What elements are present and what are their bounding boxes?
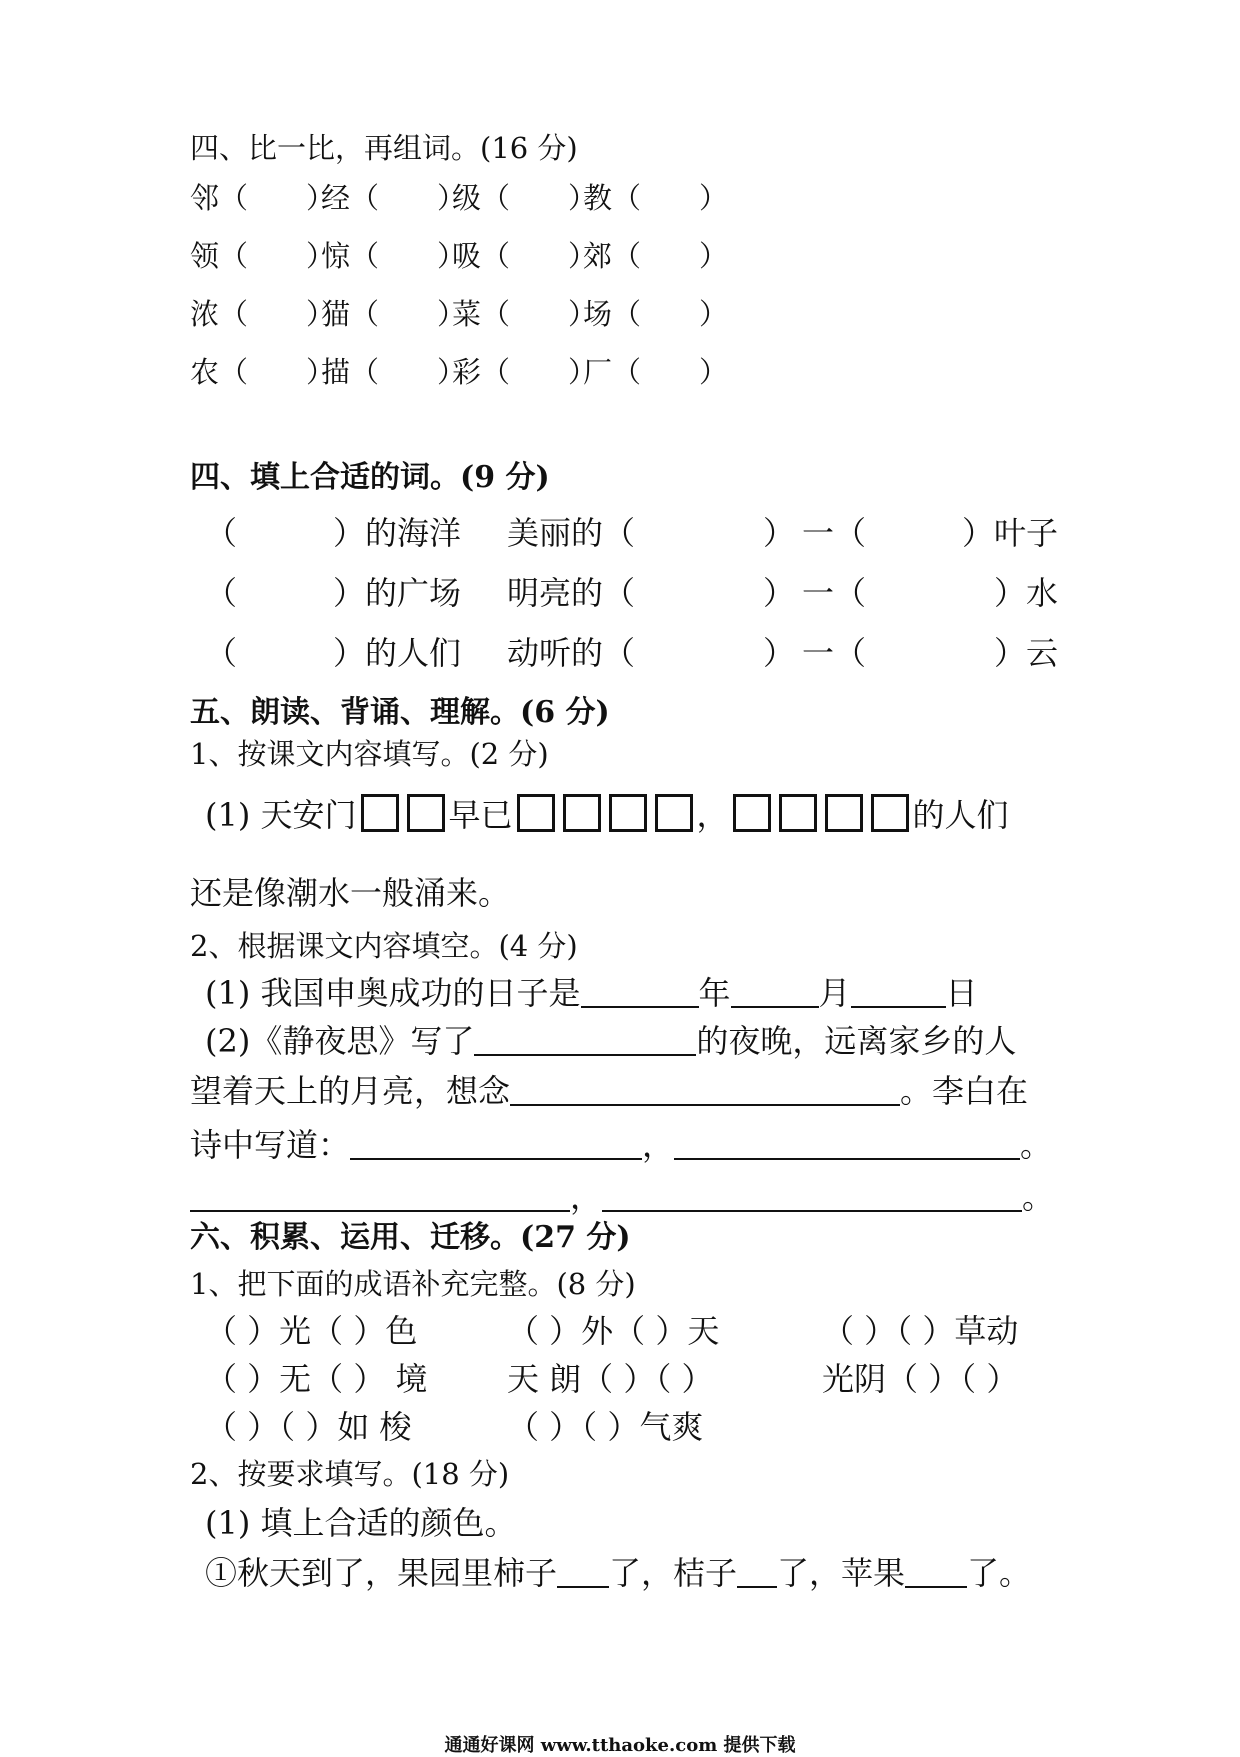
compare-item: 浓（ ）: [190, 297, 336, 331]
blank-color-3[interactable]: [905, 1556, 967, 1588]
compare-row-1: [190, 176, 729, 217]
q1-suffix: 的人们: [912, 796, 1009, 834]
color-item-d: 了。: [967, 1554, 1032, 1592]
section-4b-heading: 四、填上合适的词。(9 分): [190, 460, 550, 495]
section-5-heading: 五、朗读、背诵、理解。(6 分): [190, 695, 610, 730]
section-4a-heading: 四、比一比，再组词。(16 分): [190, 131, 578, 165]
q2-comma-2: ，: [570, 1178, 603, 1216]
blank-miss[interactable]: [510, 1074, 900, 1106]
answer-box[interactable]: [779, 794, 817, 832]
idiom-row-3: [205, 1402, 822, 1448]
word-fill-item: 美丽的（ ）: [507, 514, 796, 552]
idiom-item: （ ）（ ）如 梭: [205, 1408, 412, 1446]
compare-item: 级（ ）: [452, 181, 598, 215]
blank-poem-2[interactable]: [674, 1128, 1020, 1160]
q2-comma: ，: [642, 1126, 675, 1164]
word-fill-item: 一（ ）云: [802, 634, 1059, 672]
compare-item: 邻（ ）: [190, 181, 336, 215]
answer-box[interactable]: [655, 794, 693, 832]
blank-poem-1[interactable]: [350, 1128, 642, 1160]
word-fill-row-3: [205, 628, 1058, 674]
q1-prefix: (1) 天安门: [205, 796, 357, 834]
q2-l3-suffix: 。李白在: [900, 1072, 1029, 1110]
answer-box[interactable]: [825, 794, 863, 832]
blank-color-1[interactable]: [557, 1556, 609, 1588]
blank-month[interactable]: [731, 976, 819, 1008]
sec5-q2-line2: [205, 1016, 1016, 1062]
sec6-q2-title: 2、按要求填写。(18 分): [190, 1457, 510, 1491]
sec6-q2-item1: [205, 1548, 1031, 1594]
idiom-item: （ ）外（ ）天: [507, 1312, 720, 1350]
answer-box[interactable]: [517, 794, 555, 832]
answer-box[interactable]: [733, 794, 771, 832]
blank-day[interactable]: [851, 976, 946, 1008]
compare-item: 农（ ）: [190, 355, 336, 389]
q2-day: 日: [945, 974, 978, 1012]
idiom-item: 光阴（ ）（ ）: [822, 1360, 1019, 1398]
idiom-item: （ ）（ ）草动: [822, 1312, 1019, 1350]
blank-night[interactable]: [474, 1024, 696, 1056]
word-fill-row-2: [205, 568, 1058, 614]
compare-item: 经（ ）: [321, 181, 467, 215]
idiom-item: （ ）光（ ）色: [205, 1312, 418, 1350]
compare-item: 教（ ）: [583, 181, 729, 215]
sec5-q1-line2: 还是像潮水一般涌来。: [190, 874, 511, 912]
compare-item: 厂（ ）: [583, 355, 729, 389]
compare-item: 彩（ ）: [452, 355, 598, 389]
sec5-q1-line1: [205, 790, 1009, 836]
blank-color-2[interactable]: [737, 1556, 777, 1588]
word-fill-item: 动听的（ ）: [507, 634, 796, 672]
blank-poem-4[interactable]: [602, 1180, 1022, 1212]
q2-period: 。: [1020, 1126, 1053, 1164]
q2-l2-prefix: (2)《静夜思》写了: [205, 1022, 475, 1060]
sec6-q2-sub1: (1) 填上合适的颜色。: [205, 1504, 517, 1542]
answer-box[interactable]: [871, 794, 909, 832]
q2-l3-prefix: 望着天上的月亮，想念: [190, 1072, 511, 1110]
compare-row-4: [190, 350, 729, 391]
compare-item: 领（ ）: [190, 239, 336, 273]
idiom-item: （ ）（ ）气爽: [507, 1408, 704, 1446]
sec5-q1-title: 1、按课文内容填写。(2 分): [190, 737, 549, 771]
compare-row-2: [190, 234, 729, 275]
word-fill-item: （ ）的人们: [205, 634, 462, 672]
blank-year[interactable]: [581, 976, 699, 1008]
answer-box[interactable]: [407, 794, 445, 832]
q2-l2-suffix: 的夜晚，远离家乡的人: [696, 1022, 1017, 1060]
compare-item: 惊（ ）: [321, 239, 467, 273]
compare-row-3: [190, 292, 729, 333]
compare-item: 菜（ ）: [452, 297, 598, 331]
sec5-q2-line1: [205, 968, 978, 1014]
word-fill-item: 一（ ）叶子: [802, 514, 1059, 552]
compare-item: 郊（ ）: [583, 239, 729, 273]
blank-poem-3[interactable]: [190, 1180, 570, 1212]
q2-l4-prefix: 诗中写道：: [190, 1126, 351, 1164]
idiom-item: （ ）无（ ） 境: [205, 1360, 428, 1398]
q2-l1-prefix: (1) 我国申奥成功的日子是: [205, 974, 581, 1012]
idiom-row-2: [205, 1354, 1018, 1400]
q2-period-2: 。: [1022, 1178, 1055, 1216]
sec5-q2-line4: [190, 1120, 1052, 1166]
answer-box[interactable]: [609, 794, 647, 832]
section-6-heading: 六、积累、运用、迁移。(27 分): [190, 1220, 631, 1255]
color-item-b: 了，桔子: [609, 1554, 738, 1592]
answer-box[interactable]: [563, 794, 601, 832]
color-item-c: 了，苹果: [777, 1554, 906, 1592]
compare-item: 场（ ）: [583, 297, 729, 331]
q2-year: 年: [698, 974, 731, 1012]
word-fill-item: 一（ ）水: [802, 574, 1059, 612]
sec5-q2-line3: [190, 1066, 1028, 1112]
word-fill-row-1: [205, 508, 1058, 554]
q1-mid: 早已: [448, 796, 513, 834]
idiom-item: 天 朗（ ）（ ）: [507, 1360, 714, 1398]
idiom-row-1: [205, 1306, 1018, 1352]
word-fill-item: 明亮的（ ）: [507, 574, 796, 612]
answer-box[interactable]: [361, 794, 399, 832]
compare-item: 吸（ ）: [452, 239, 598, 273]
q1-comma: ，: [696, 796, 729, 834]
word-fill-item: （ ）的海洋: [205, 514, 462, 552]
sec6-q1-title: 1、把下面的成语补充完整。(8 分): [190, 1267, 636, 1301]
color-item-a: ①秋天到了，果园里柿子: [205, 1554, 558, 1592]
compare-item: 猫（ ）: [321, 297, 467, 331]
q2-month: 月: [818, 974, 851, 1012]
word-fill-item: （ ）的广场: [205, 574, 462, 612]
compare-item: 描（ ）: [321, 355, 467, 389]
page-footer: 通通好课网 www.tthaoke.com 提供下载: [444, 1735, 796, 1756]
sec5-q2-title: 2、根据课文内容填空。(4 分): [190, 929, 578, 963]
